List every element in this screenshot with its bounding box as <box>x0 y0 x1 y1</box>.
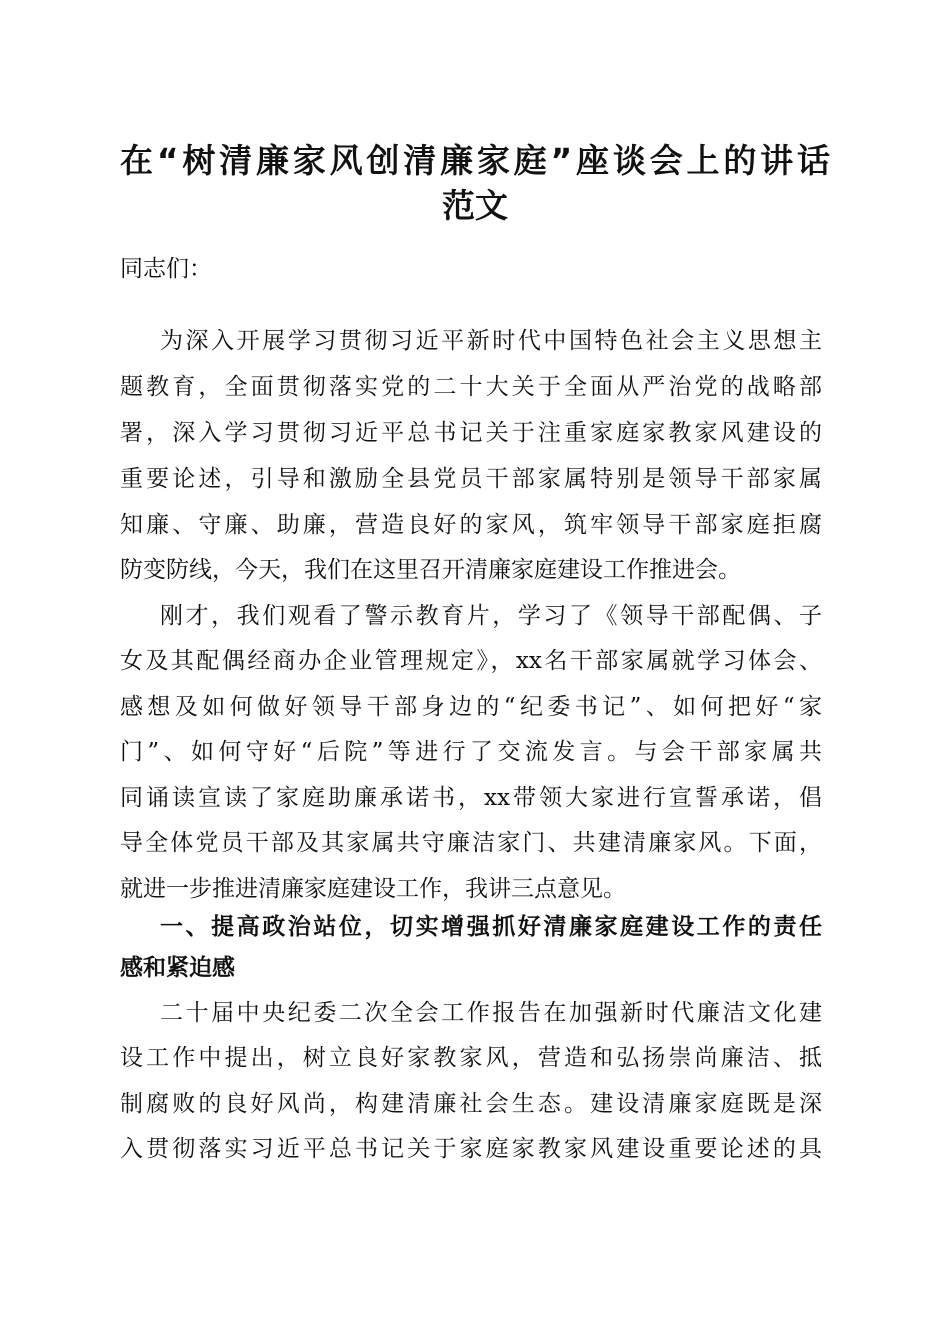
document-title-line-1: 在“树清廉家风创清廉家庭”座谈会上的讲话 <box>120 141 830 180</box>
paragraph-line: 署，深入学习贯彻习近平总书记关于注重家庭家教家风建设的 <box>120 420 822 446</box>
paragraph-line: 防变防线，今天，我们在这里召开清廉家庭建设工作推进会。 <box>120 557 741 583</box>
paragraph-line: 设工作中提出，树立良好家教家风，营造和弘扬崇尚廉洁、抵 <box>120 1045 822 1071</box>
greeting: 同志们： <box>120 256 212 282</box>
paragraph-line: 门”、如何守好“后院”等进行了交流发言。与会干部家属共 <box>120 739 822 765</box>
paragraph-line: 入贯彻落实习近平总书记关于家庭家教家风建设重要论述的具 <box>120 1136 822 1162</box>
section-heading-line: 一、提高政治站位，切实增强抓好清廉家庭建设工作的责任 <box>160 914 822 940</box>
paragraph-line: 同诵读宣读了家庭助廉承诺书，xx带领大家进行宣誓承诺，倡 <box>120 785 822 811</box>
paragraph-line: 题教育，全面贯彻落实党的二十大关于全面从严治党的战略部 <box>120 374 822 400</box>
paragraph-line: 制腐败的良好风尚，构建清廉社会生态。建设清廉家庭既是深 <box>120 1091 822 1117</box>
paragraph-line: 刚才，我们观看了警示教育片，学习了《领导干部配偶、子 <box>160 603 822 629</box>
document-title-line-2: 范文 <box>442 186 508 225</box>
paragraph-line: 二十届中央纪委二次全会工作报告在加强新时代廉洁文化建 <box>160 1000 822 1026</box>
paragraph-line: 重要论述，引导和激励全县党员干部家属特别是领导干部家属 <box>120 466 822 492</box>
paragraph-line: 导全体党员干部及其家属共守廉洁家门、共建清廉家风。下面， <box>120 830 822 856</box>
section-heading-line: 感和紧迫感 <box>120 955 235 981</box>
paragraph-line: 就进一步推进清廉家庭建设工作，我讲三点意见。 <box>120 876 626 902</box>
paragraph-line: 女及其配偶经商办企业管理规定》，xx名干部家属就学习体会、 <box>120 648 822 674</box>
paragraph-line: 知廉、守廉、助廉，营造良好的家风，筑牢领导干部家庭拒腐 <box>120 512 822 538</box>
paragraph-line: 感想及如何做好领导干部身边的“纪委书记”、如何把好“家 <box>120 694 822 720</box>
paragraph-line: 为深入开展学习贯彻习近平新时代中国特色社会主义思想主 <box>160 328 822 354</box>
